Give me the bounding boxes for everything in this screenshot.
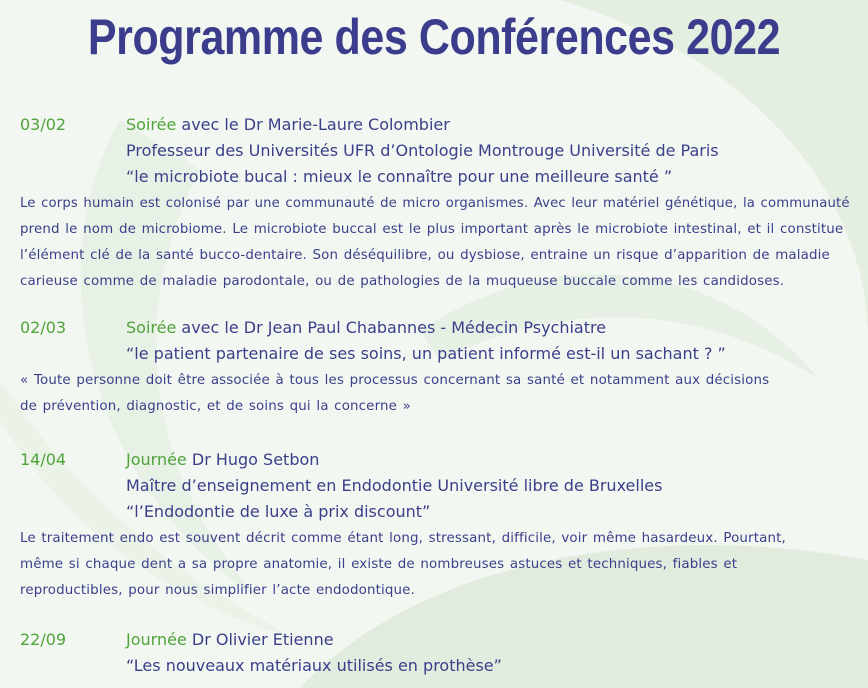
event-description <box>20 368 850 420</box>
event-talk-title: “Les nouveaux matériaux utilisés en prothèse” <box>126 656 502 675</box>
event-kind: Journée <box>126 630 187 649</box>
description-line: reproductibles, pour nous simplifier l’acte endodontique. <box>20 583 415 598</box>
event-affiliation: Maître d’enseignement en Endodontie Université libre de Bruxelles <box>126 476 663 495</box>
event-speaker <box>126 318 606 338</box>
event-speaker-name: Dr Olivier Etienne <box>186 630 334 649</box>
event-speaker <box>126 115 450 135</box>
description-line: Le corps humain est colonisé par une communauté de micro organismes. Avec leur matériel génétique, la communauté <box>20 196 850 211</box>
event-speaker-name: avec le Dr Marie-Laure Colombier <box>176 115 450 134</box>
event-date: 02/03 <box>20 318 67 337</box>
event-talk-title: “le microbiote bucal : mieux le connaître pour une meilleure santé ” <box>126 167 673 186</box>
description-line: l’élément clé de la santé bucco-dentaire. Son déséquilibre, ou dysbiose, entraine un risque d’apparition de maladie <box>20 248 830 263</box>
event-date: 03/02 <box>20 115 67 134</box>
description-line: même si chaque dent a sa propre anatomie, il existe de nombreuses astuces et techniques, fiables et <box>20 557 738 572</box>
event-kind: Soirée <box>126 115 177 134</box>
description-line: « Toute personne doit être associée à tous les processus concernant sa santé et notamment aux décisions <box>20 373 770 388</box>
event-kind: Soirée <box>126 318 177 337</box>
event-date: 22/09 <box>20 630 67 649</box>
event-speaker-name: Dr Hugo Setbon <box>186 450 320 469</box>
page-title: Programme des Conférences 2022 <box>87 9 781 65</box>
event-date: 14/04 <box>20 450 67 469</box>
event-description <box>20 526 850 604</box>
event-affiliation: Professeur des Universités UFR d’Ontologie Montrouge Université de Paris <box>126 141 719 160</box>
description-line: Le traitement endo est souvent décrit comme étant long, stressant, difficile, voir même hasardeux. Pourtant, <box>20 531 786 546</box>
description-line: prend le nom de microbiome. Le microbiote buccal est le plus important après le microbiote intestinal, et il constitue <box>20 222 844 237</box>
event-speaker-name: avec le Dr Jean Paul Chabannes - Médecin Psychiatre <box>176 318 607 337</box>
event-talk-title: “le patient partenaire de ses soins, un patient informé est-il un sachant ? ” <box>126 344 726 363</box>
event-talk-title: “l’Endodontie de luxe à prix discount” <box>126 502 431 521</box>
description-line: de prévention, diagnostic, et de soins qui la concerne » <box>20 399 411 414</box>
event-description <box>20 191 850 295</box>
description-line: carieuse comme de maladie parodontale, ou de pathologies de la muqueuse buccale comme les candidoses. <box>20 274 785 289</box>
event-kind: Journée <box>126 450 187 469</box>
event-speaker <box>126 630 334 650</box>
event-speaker <box>126 450 319 470</box>
